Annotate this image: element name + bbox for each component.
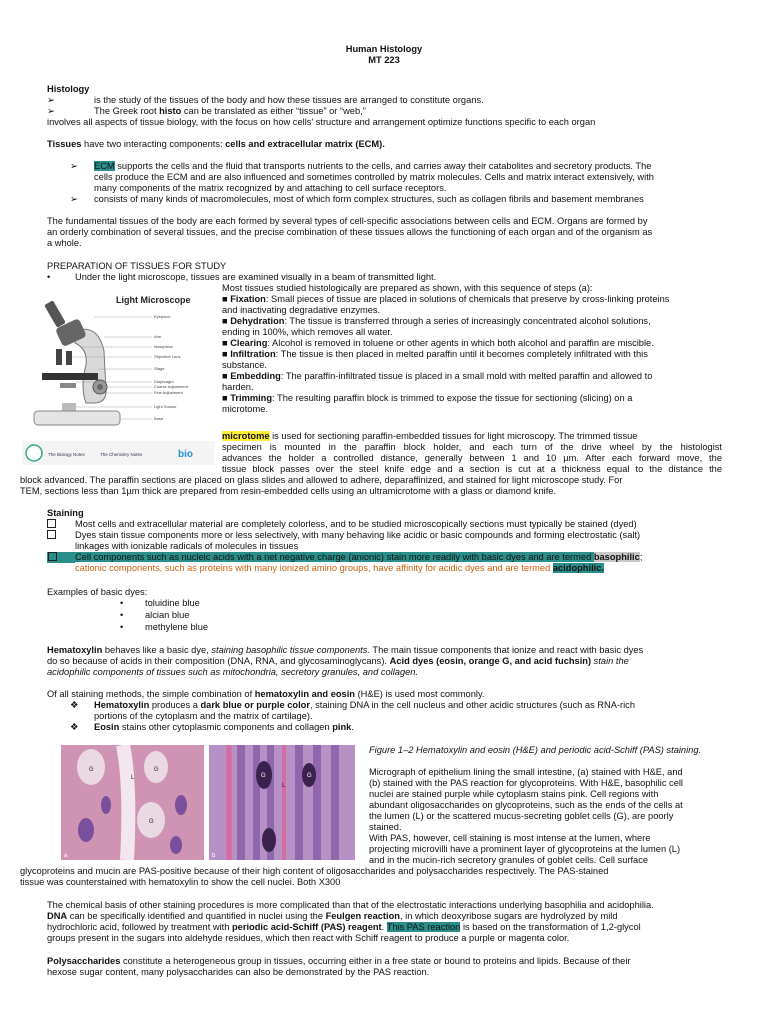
step-infiltration-2: substance. [222,360,267,370]
figure-text: glycoproteins and mucin are PAS-positive because of their high content of oligosaccharides and polysaccharides respectively. The PAS-stained [20,866,609,876]
label-coarse-adjustment: Coarse Adjustment [154,384,188,389]
poly-line-1: Polysaccharides constitute a heterogeneous group in tissues, occurring either in a free state or bound to proteins and lipids. Because of their [47,956,631,966]
step-embedding-2: harden. [222,382,254,392]
bullet-dot: • [120,622,124,632]
label-objective-lens: Objective Lens [154,354,181,359]
label-L: L [282,783,286,789]
microtome-line-3: advances the holder a controlled distance, generally between 1 and 10 µm. After each forward move, the [222,453,722,463]
label-base: Base [154,416,164,421]
step-trimming-2: microtome. [222,404,268,414]
step-dehydration: ■ Dehydration: The tissue is transferred through a series of increasingly concentrated alcohol solutions, [222,316,651,326]
label-L: L [131,775,135,781]
label-a: a [64,853,68,859]
label-fine-adjustment: Fine Adjustment [154,390,183,395]
ecm-line-3: many components of the matrix recognized by and attaching to cell surface receptors. [94,183,447,193]
diamond-bullet-icon: ❖ [70,700,79,710]
fundamental-1: The fundamental tissues of the body are each formed by several types of cell-specific associations between cells and ECM. Organs are formed by [47,216,648,226]
ecm-line-1: ECM supports the cells and the fluid that transports nutrients to the cells, and carries away their catabolites and secretory products. The [94,161,652,171]
hematoxylin-line-2: do so because of acids in their composition (DNA, RNA, and glycosaminoglycans). Acid dyes (eosin, orange G, and acid fuchsin) stain the [47,656,629,666]
figure-text: With PAS, however, cell staining is most intense at the lumen, where [369,833,651,843]
label-arm: Arm [154,334,162,339]
poly-line-2: hexose sugar content, many polysaccharides can also be demonstrated by the PAS reaction. [47,967,430,977]
doc-title: Human Histology [345,44,423,54]
figure-text: (b) stained with the PAS reaction for glycoproteins. With H&E, basophilic cell [369,778,683,788]
histology-line-3: involves all aspects of tissue biology, with the focus on how cells’ structure and arrangement optimize functions specific to each organ [47,117,596,127]
label-light-source: Light Source [154,404,177,409]
tissues-line: Tissues have two interacting components: cells and extracellular matrix (ECM). [47,139,385,149]
logo-bio: bio [178,449,193,460]
histology-bullet-1: is the study of the tissues of the body and how these tissues are arranged to constitute organs. [94,95,484,105]
chem-line-2: DNA can be specifically identified and quantified in nuclei using the Feulgen reaction, in which deoxyribose sugars are hydrolyzed by mild [47,911,618,921]
prep-heading: PREPARATION OF TISSUES FOR STUDY [47,261,227,271]
hematoxylin-line-1: Hematoxylin behaves like a basic dye, staining basophilic tissue components. The main tissue components that ionize and react with basic dyes [47,645,644,655]
staining-1: Most cells and extracellular material are completely colorless, and to be studied microscopically sections must typically be stained (dyed) [75,519,637,529]
microtome-line-2: specimen is mounted in the paraffin block holder, and each turn of the drive wheel by the histologist [222,442,722,452]
staining-2b: linkages with ionizable radicals of molecules in tissues [75,541,299,551]
dye-item: toluidine blue [145,598,200,608]
prep-intro: Most tissues studied histologically are prepared as shown, with this sequence of steps (a): [222,283,593,293]
label-G: G [154,767,159,773]
he-micrograph [61,745,204,860]
microscope-icon [34,300,120,425]
figure-text: projecting microvilli have a prominent layer of glycoproteins at the lumen (L) [369,844,681,854]
label-stage: Stage [154,366,165,371]
arrow-icon: ➢ [47,106,55,116]
chem-line-4: groups present in the sugars into aldehyde residues, which then react with Schiff reagent to produce a purple or magenta color. [47,933,570,943]
he-hematoxylin-2: portions of the cytoplasm and the matrix of cartilage). [94,711,313,721]
ecm-line-2: cells produce the ECM and are also influenced and sometimes controlled by matrix molecules. Cells and matrix interact extensively, with [94,172,654,182]
figure-text: Micrograph of epithelium lining the small intestine, (a) stained with H&E, and [369,767,683,777]
microtome-line-5: block advanced. The paraffin sections are placed on glass slides and allowed to adhere, deparaffinized, and stained for light microscope study. For [20,475,623,485]
fundamental-3: a whole. [47,238,82,248]
microscope-title: Light Microscope [116,295,191,305]
he-hematoxylin: Hematoxylin produces a dark blue or purple color, staining DNA in the cell nucleus and other acidic structures (such as RNA-rich [94,700,636,710]
figure-text: abundant oligosaccharides on glycoproteins, such as the ends of the cells at [369,800,683,810]
he-eosin: Eosin stains other cytoplasmic components and collagen pink. [94,722,354,732]
label-nosepiece: Nosepiece [154,344,173,349]
figure-text: nuclei are stained purple while cytoplasm stains pink. Cell regions with [369,789,659,799]
biology-notes-logo-icon [26,445,42,461]
course-code: MT 223 [368,55,400,65]
chem-line-3: hydrochloric acid, followed by treatment with periodic acid-Schiff (PAS) reagent. This PAS reaction is based on the transformation of 1,2-glycol [47,922,641,932]
step-infiltration: ■ Infiltration: The tissue is then placed in melted paraffin until it becomes completely infiltrated with this [222,349,648,359]
label-G: G [149,819,154,825]
microtome-line-4: tissue block passes over the steel knife edge and a section is cut at a thickness equal to the distance the [222,464,722,474]
checkbox-icon [47,552,75,563]
label-diaphragm: Diaphragm [154,379,174,384]
figure-text: tissue was counterstained with hematoxylin to show the cell nuclei. Both X300 [20,877,341,887]
step-embedding: ■ Embedding: The paraffin-infiltrated tissue is placed in a small mold with melted paraffin and allowed to [222,371,653,381]
diamond-bullet-icon: ❖ [70,722,79,732]
consists-line: consists of many kinds of macromolecules, most of which form complex structures, such as collagen fibrils and basement membranes [94,194,644,204]
fundamental-2: an orderly combination of several tissues, and the precise combination of these tissues allows the functioning of each organ and of the organism as [47,227,653,237]
step-trimming: ■ Trimming: The resulting paraffin block is trimmed to expose the tissue for sectioning (slicing) on a [222,393,633,403]
step-dehydration-2: ending in 100%, which removes all water. [222,327,393,337]
logo-chemistry-notes: The Chemistry Notes [100,452,143,457]
histology-bullet-2: The Greek root histo can be translated as either “tissue” or “web,” [94,106,366,116]
bullet-dot: • [47,272,51,282]
step-fixation: ■ Fixation: Small pieces of tissue are placed in solutions of chemicals that preserve by cross-linking proteins [222,294,670,304]
arrow-icon: ➢ [47,95,55,105]
label-b: b [212,853,216,859]
figure-text: stained. [369,822,402,832]
light-microscope-figure [20,291,216,468]
figure-text: and in the mucin-rich secretory granules of goblet cells. Cell surface [369,855,649,865]
arrow-icon: ➢ [70,161,78,171]
dye-item: alcian blue [145,610,190,620]
prep-bullet: Under the light microscope, tissues are examined visually in a beam of transmitted light. [75,272,437,282]
figure-caption: Figure 1–2 Hematoxylin and eosin (H&E) and periodic acid-Schiff (PAS) staining. [369,745,702,755]
label-G: G [307,773,312,779]
label-G: G [261,773,266,779]
staining-2: Dyes stain tissue components more or less selectively, with many behaving like acidic or basic compounds and forming electrostatic (salt) [75,530,641,540]
staining-3: Cell components such as nucleic acids with a net negative charge (anionic) stain more readily with basic dyes and are termed basophilic; [75,552,643,562]
label-G: G [89,767,94,773]
label-eyepiece: Eyepiece [154,314,171,319]
bullet-dot: • [120,610,124,620]
he-line-1: Of all staining methods, the simple combination of hematoxylin and eosin (H&E) is used most commonly. [47,689,485,699]
pas-micrograph [209,745,355,860]
checkbox-icon [47,530,56,542]
staining-4: cationic components, such as proteins with many ionized amino groups, have affinity for acidic dyes and are termed acidophilic. [75,563,604,573]
chem-line-1: The chemical basis of other staining procedures is more complicated than that of the electrostatic interactions underlying basophilia and acidophilia. [47,900,654,910]
microtome-line-1: microtome is used for sectioning paraffin-embedded tissues for light microscopy. The trimmed tissue [222,431,638,441]
bullet-dot: • [120,598,124,608]
arrow-icon: ➢ [70,194,78,204]
figure-text: the lumen (L) or the scattered mucus-secreting goblet cells (G), are poorly [369,811,674,821]
dye-item: methylene blue [145,622,209,632]
logo-biology-notes: The Biology Notes [48,452,85,457]
basic-dyes-heading: Examples of basic dyes: [47,587,148,597]
step-fixation-2: and inactivating degradative enzymes. [222,305,381,315]
microtome-line-6: TEM, sections less than 1µm thick are prepared from resin-embedded cells using an ultramicrotome with a glass or diamond knife. [20,486,557,496]
step-clearing: ■ Clearing: Alcohol is removed in toluene or other agents in which both alcohol and paraffin are miscible. [222,338,654,348]
histology-heading: Histology [47,84,90,94]
staining-heading: Staining [47,508,84,518]
hematoxylin-line-3: acidophilic components of tissues such as mitochondria, secretory granules, and collagen. [47,667,419,677]
